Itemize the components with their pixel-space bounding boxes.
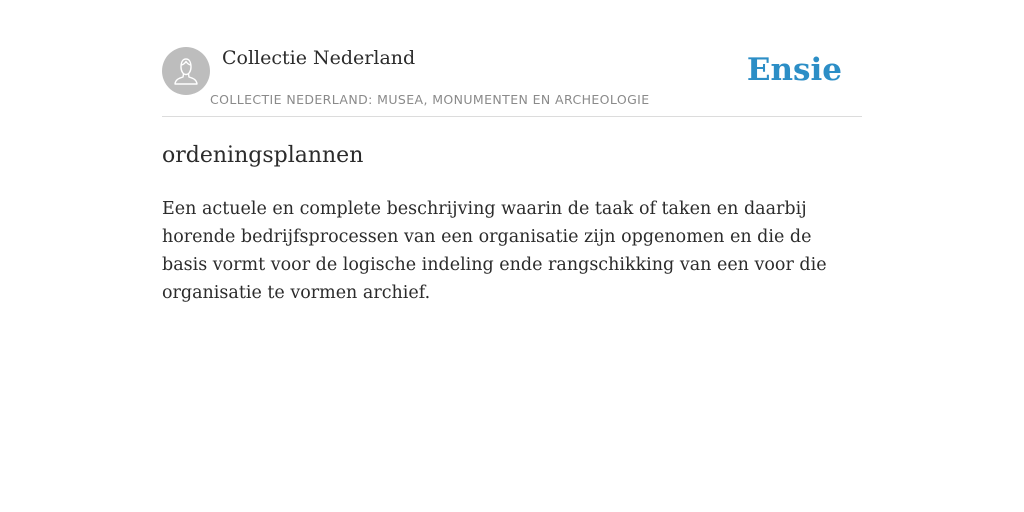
definition-text: Een actuele en complete beschrijving waarin de taak of taken en daarbij horende bedrijfsprocessen van een organisatie zijn opgenomen en die de basis vormt voor de logische indeling ende rangschikking van een voor die organisatie te vormen archief. (162, 199, 827, 303)
term-title: ordeningsplannen (162, 143, 364, 168)
card-header (162, 46, 862, 117)
brand-logo[interactable]: Ensie (746, 52, 842, 88)
user-icon (162, 47, 210, 95)
author-subtitle: COLLECTIE NEDERLAND: MUSEA, MONUMENTEN EN ARCHEOLOGIE (210, 92, 650, 107)
author-name[interactable]: Collectie Nederland (222, 47, 416, 69)
definition-card (162, 46, 862, 325)
avatar[interactable] (162, 47, 210, 95)
